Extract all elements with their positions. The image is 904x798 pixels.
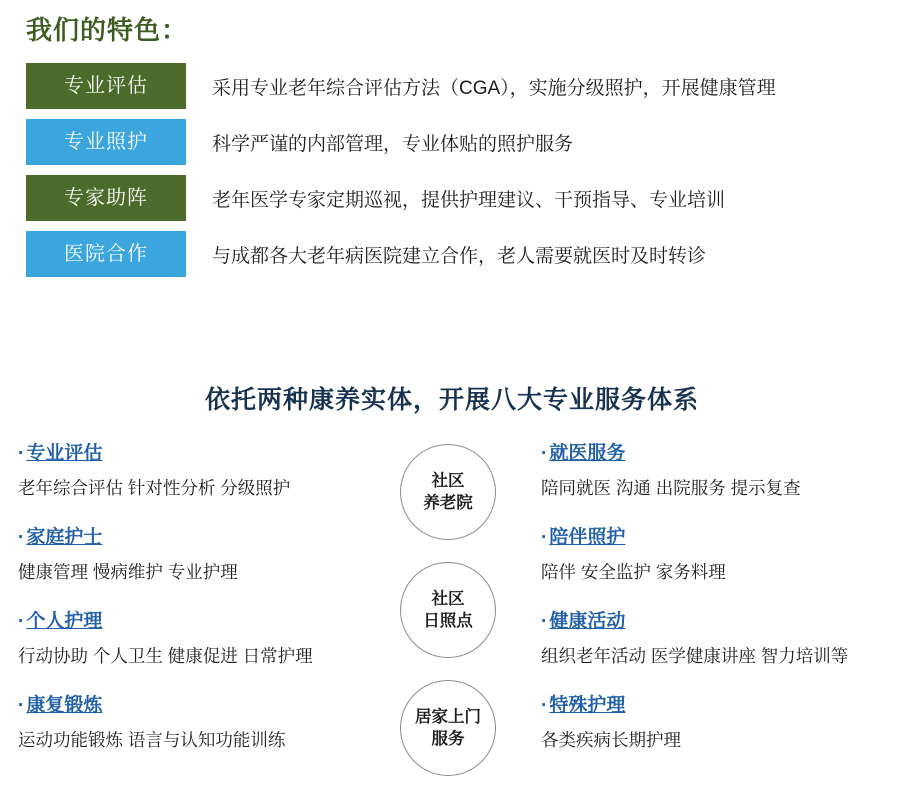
service-item — [541, 606, 886, 668]
bullet-icon: · — [18, 611, 25, 632]
service-item-label: 健康活动 — [549, 611, 626, 632]
bullet-icon: · — [18, 527, 25, 548]
feature-tag: 专业评估 — [26, 63, 186, 109]
feature-tag: 专业照护 — [26, 119, 186, 165]
service-item — [541, 438, 886, 500]
section-divider — [0, 310, 904, 370]
service-item-title — [18, 438, 363, 465]
entity-circle-line1: 居家上门 — [415, 707, 481, 726]
bullet-icon: · — [541, 611, 548, 632]
service-item-label: 专业评估 — [26, 443, 103, 464]
service-item-title — [541, 690, 886, 717]
service-item-label: 特殊护理 — [549, 695, 626, 716]
bullet-icon: · — [541, 695, 548, 716]
feature-row — [0, 175, 904, 221]
entity-circle-line1: 社区 — [431, 471, 465, 490]
entity-circle-line1: 社区 — [431, 589, 465, 608]
service-item-desc: 老年综合评估 针对性分析 分级照护 — [18, 478, 291, 498]
service-item — [18, 690, 363, 752]
service-item-title — [18, 522, 363, 549]
feature-tag: 专家助阵 — [26, 175, 186, 221]
service-item-desc: 陪同就医 沟通 出院服务 提示复查 — [541, 478, 801, 498]
feature-row — [0, 63, 904, 109]
feature-description: 与成都各大老年病医院建立合作，老人需要就医时及时转诊 — [212, 245, 707, 267]
service-item-label: 个人护理 — [26, 611, 103, 632]
service-item — [18, 438, 363, 500]
service-item — [541, 690, 886, 752]
service-item-title — [541, 522, 886, 549]
page-title: 我们的特色： — [26, 15, 189, 45]
entity-circle-line2: 日照点 — [423, 612, 473, 630]
service-item-title — [541, 438, 886, 465]
service-item-desc: 陪伴 安全监护 家务料理 — [541, 562, 726, 582]
entity-circle — [400, 562, 496, 658]
service-item-label: 就医服务 — [549, 443, 626, 464]
service-item-desc: 健康管理 慢病维护 专业护理 — [18, 562, 238, 582]
bullet-icon: · — [18, 443, 25, 464]
service-item — [541, 522, 886, 584]
feature-description: 采用专业老年综合评估方法（CGA），实施分级照护，开展健康管理 — [212, 77, 776, 99]
feature-tag: 医院合作 — [26, 231, 186, 277]
entity-circle-line2: 服务 — [431, 730, 465, 748]
service-item-desc: 行动协助 个人卫生 健康促进 日常护理 — [18, 646, 313, 666]
bullet-icon: · — [18, 695, 25, 716]
feature-row — [0, 231, 904, 277]
features-section — [0, 10, 904, 310]
service-item-label: 陪伴照护 — [549, 527, 626, 548]
feature-row — [0, 119, 904, 165]
bullet-icon: · — [541, 443, 548, 464]
service-item-title — [18, 690, 363, 717]
entity-circle — [400, 444, 496, 540]
service-system-title: 依托两种康养实体，开展八大专业服务体系 — [204, 386, 699, 414]
entity-circles — [384, 438, 512, 798]
service-column-left — [18, 438, 363, 774]
service-item-desc: 运动功能锻炼 语言与认知功能训练 — [18, 730, 286, 750]
service-item-label: 家庭护士 — [26, 527, 103, 548]
service-item-title — [541, 606, 886, 633]
service-item — [18, 606, 363, 668]
service-item — [18, 522, 363, 584]
feature-description: 老年医学专家定期巡视，提供护理建议、干预指导、专业培训 — [212, 189, 726, 211]
service-column-right — [533, 438, 886, 774]
service-item-title — [18, 606, 363, 633]
feature-list — [0, 63, 904, 277]
service-item-desc: 组织老年活动 医学健康讲座 智力培训等 — [541, 646, 849, 666]
feature-description: 科学严谨的内部管理，专业体贴的照护服务 — [212, 133, 574, 155]
service-columns — [0, 438, 904, 798]
entity-circle — [400, 680, 496, 776]
service-system-section — [0, 370, 904, 798]
entity-circle-line2: 养老院 — [423, 494, 473, 512]
service-item-label: 康复锻炼 — [26, 695, 103, 716]
bullet-icon: · — [541, 527, 548, 548]
service-item-desc: 各类疾病长期护理 — [541, 730, 681, 750]
